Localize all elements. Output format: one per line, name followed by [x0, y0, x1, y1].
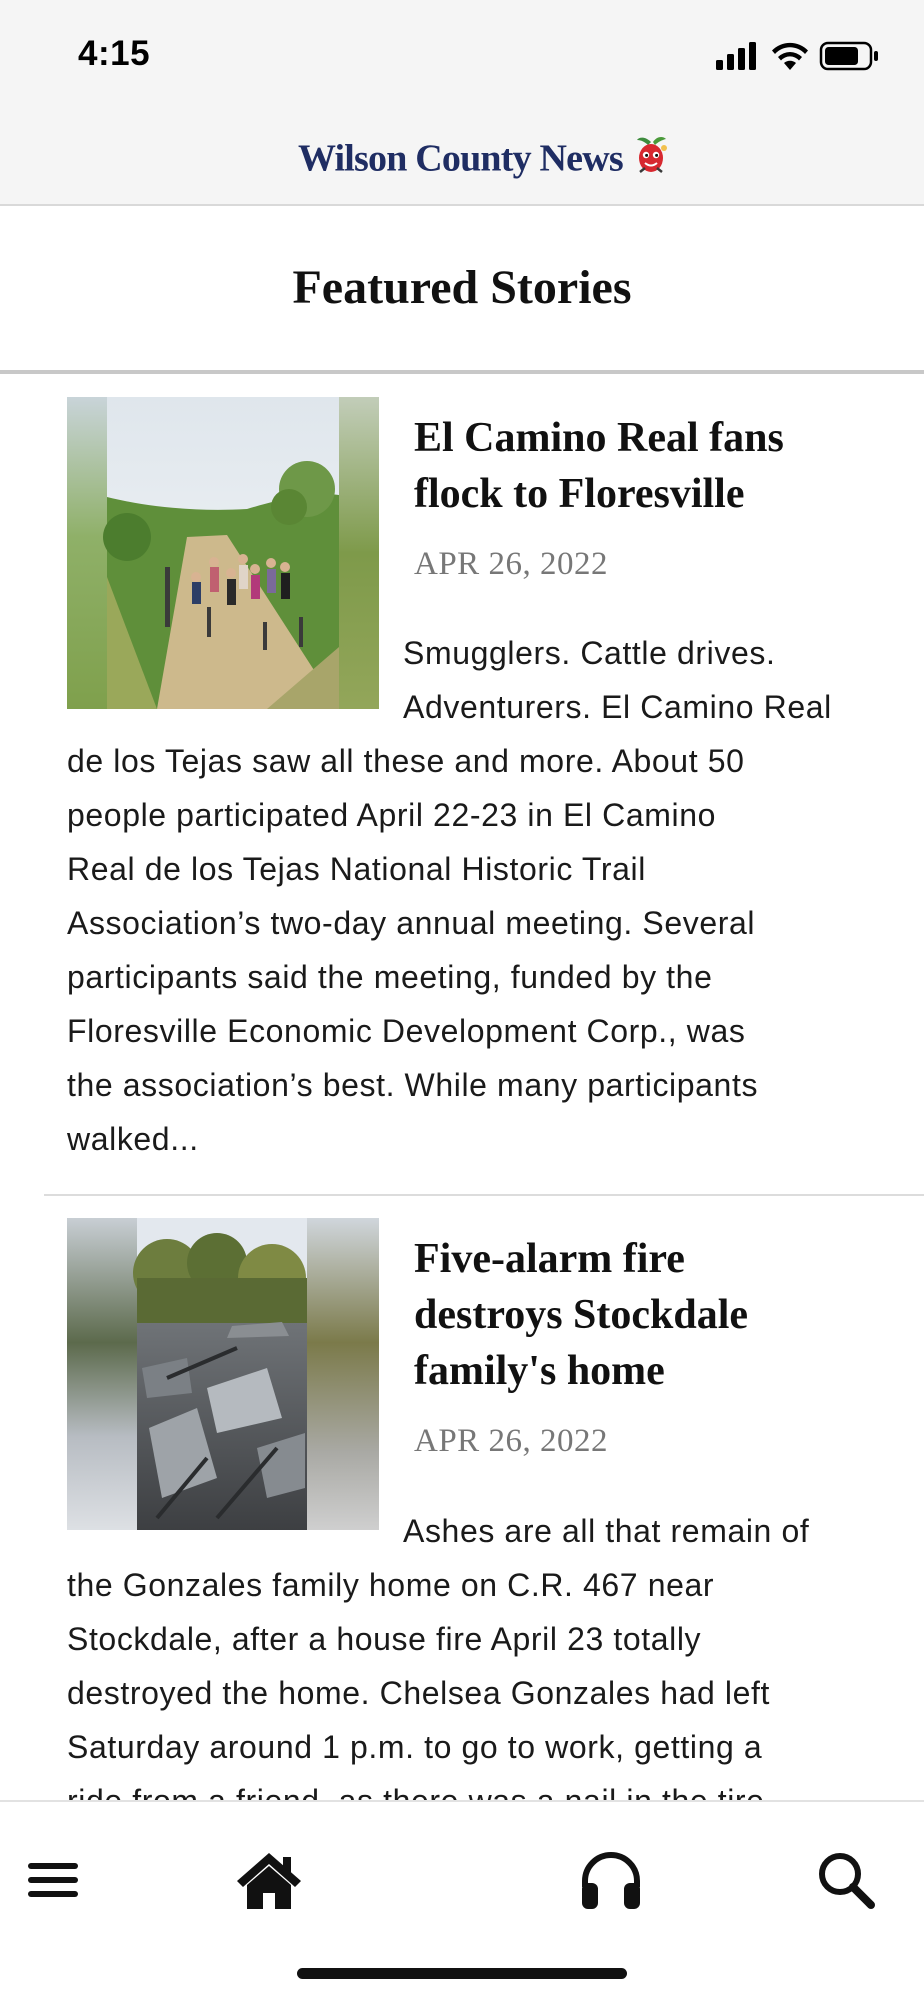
home-icon[interactable] — [229, 1840, 309, 1920]
story-card[interactable]: El Camino Real fans flock to Floresville APR 26, 2022 Smugglers. Cattle drives. Adventurers. El Camino Real de los Tejas saw all these and more. About 50 people participated April 22-23 in El Camino Real de los Tejas National Historic Trail Association’s two-day annual meeting. Several participants said the meeting, funded by the Floresville Economic Development Corp., was the association’s best. While many participants walked... — [0, 370, 924, 1195]
story-headline[interactable]: Five-alarm fire destroys Stockdale family's home — [414, 1236, 749, 1394]
status-time: 4:15 — [78, 34, 151, 73]
section-header — [0, 206, 924, 374]
headphones-icon[interactable] — [571, 1840, 651, 1920]
trail-photo[interactable] — [67, 397, 379, 709]
status-icons — [716, 40, 886, 70]
app-header — [0, 112, 924, 206]
status-bar — [0, 0, 924, 112]
page-title: Featured Stories — [292, 261, 632, 314]
menu-icon[interactable] — [13, 1840, 93, 1920]
story-date: APR 26, 2022 — [414, 1423, 608, 1459]
signal-icon — [716, 42, 756, 70]
home-indicator[interactable] — [297, 1968, 627, 1979]
story-card[interactable]: Five-alarm fire destroys Stockdale family's home APR 26, 2022 Ashes are all that remain of the Gonzales family home on C.R. 467 near Stockdale, after a house fire April 23 totally destroyed the home. Chelsea Gonzales had left Saturday around 1 p.m. to go to work, getting a — [0, 1195, 924, 1800]
wifi-icon — [772, 43, 808, 70]
search-icon[interactable] — [806, 1840, 886, 1920]
battery-icon — [821, 43, 878, 69]
fire-ruins-photo[interactable] — [67, 1218, 379, 1530]
story-date: APR 26, 2022 — [414, 546, 608, 582]
mascot-icon — [631, 134, 671, 183]
story-headline[interactable]: El Camino Real fans flock to Floresville — [414, 415, 784, 517]
logo-text: Wilson County News — [298, 137, 623, 180]
logo[interactable] — [298, 134, 671, 184]
